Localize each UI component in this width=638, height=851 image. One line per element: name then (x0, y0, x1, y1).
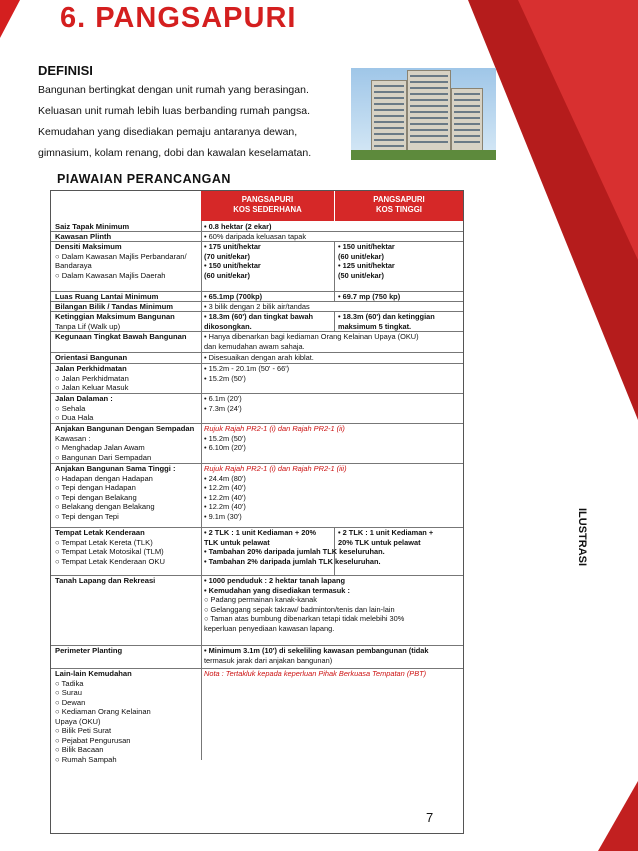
table-cell-c2 (204, 364, 460, 383)
table-cell-line: • Minimum 3.1m (10') di sekeliling kawasan pembangunan (tidak (204, 646, 429, 655)
table-cell-line: ○ Bilik Bacaan (55, 745, 104, 754)
table-cell-c2 (204, 312, 332, 331)
table-cell-c2 (204, 464, 460, 521)
table-cell-line: maksimum 5 tingkat. (338, 321, 412, 331)
table-cell-c2 (204, 242, 332, 280)
table-cell-line: ○ Hadapan dengan Hadapan (55, 473, 153, 483)
table-cell-c2 (204, 669, 460, 679)
table-cell-line: ○ Kediaman Orang Kelainan (55, 707, 151, 716)
table-cell-line: ○ Sehala (55, 403, 86, 413)
table-cell-line: Kawasan : (55, 433, 91, 443)
table-cell-line: ○ Padang permainan kanak-kanak (204, 595, 317, 604)
table-header-kos-sederhana (201, 191, 334, 221)
table-cell-line: Tanpa Lif (Walk up) (55, 321, 121, 331)
table-cell-line: Nota : Tertakluk kepada keperluan Pihak Berkuasa Tempatan (PBT) (204, 669, 427, 678)
definisi-line: gimnasium, kolam renang, dobi dan kawalan keselamatan. (38, 147, 312, 159)
table-cell-line: • Tambahan 20% daripada jumlah TLK keseluruhan. (204, 547, 385, 556)
table-cell-c2 (204, 528, 385, 566)
definisi-line: Kemudahan yang disediakan pemaju antaranya dewan, (38, 126, 298, 138)
table-cell-line: ○ Bilik Peti Surat (55, 726, 112, 735)
definisi-line: Keluasan unit rumah lebih luas berbanding rumah pangsa. (38, 105, 311, 117)
decor-triangle-bottom-right (598, 781, 638, 851)
table-cell-c1 (55, 394, 200, 423)
table-cell-line: • Hanya dibenarkan bagi kediaman Orang Kelainan Upaya (OKU) (204, 332, 419, 341)
table-cell-line: • 60% daripada keluasan tapak (204, 232, 307, 241)
table-cell-c2 (204, 353, 460, 363)
standards-table (50, 190, 464, 834)
table-cell-line: Anjakan Bangunan Dengan Sempadan (55, 424, 195, 433)
table-cell-line: ○ Dua Hala (55, 413, 94, 422)
table-cell-line: ○ Dalam Kawasan Majlis Daerah (55, 270, 166, 280)
table-cell-line: • 125 unit/hektar (338, 261, 395, 270)
table-cell-c2 (204, 576, 460, 633)
table-row (51, 645, 463, 669)
table-cell-line: • 2 TLK : 1 unit Kediaman + (338, 528, 434, 537)
table-cell-line: • 12.2m (40') (204, 502, 246, 511)
table-cell-line: termasuk jarak dari anjakan bangunan) (204, 655, 333, 665)
table-cell-line: • 15.2m (50') (204, 373, 246, 383)
table-row (51, 527, 463, 576)
table-cell-line: • 6.10m (20') (204, 443, 246, 452)
table-cell-line: • 18.3m (60') dan tingkat bawah (204, 312, 314, 321)
table-cell-line: ○ Dalam Kawasan Majlis Perbandaran/ (55, 251, 187, 261)
table-cell-line: • Kemudahan yang disediakan termasuk : (204, 585, 350, 595)
page-number: 7 (426, 810, 434, 825)
table-cell-line: • 7.3m (24') (204, 403, 242, 413)
table-cell-c2 (204, 332, 460, 351)
table-cell-line: Ketinggian Maksimum Bangunan (55, 312, 175, 321)
table-cell-line: Tanah Lapang dan Rekreasi (55, 576, 156, 585)
table-row (51, 423, 463, 464)
table-cell-line: • 2 TLK : 1 unit Kediaman + 20% (204, 528, 317, 537)
decor-triangle-top-left (0, 0, 20, 38)
table-cell-line: Tempat Letak Kenderaan (55, 528, 145, 537)
table-cell-c2 (204, 646, 460, 665)
table-cell-line: keperluan penyediaan kawasan lapang. (204, 623, 335, 633)
table-cell-line: Kegunaan Tingkat Bawah Bangunan (55, 332, 187, 341)
table-cell-line: ○ Tepi dengan Hadapan (55, 483, 136, 492)
table-cell-line: Jalan Dalaman : (55, 394, 113, 403)
table-cell-line: ○ Tadika (55, 678, 84, 688)
table-row (51, 311, 463, 332)
table-cell-line: ○ Gelanggang sepak takraw/ badminton/tenis dan lain-lain (204, 604, 395, 614)
definisi-heading: DEFINISI (38, 63, 93, 78)
apartment-building-photo (351, 68, 496, 160)
table-cell-line: (60 unit/ekar) (338, 251, 385, 261)
piawaian-heading: PIAWAIAN PERANCANGAN (57, 172, 231, 186)
table-cell-line: ○ Pejabat Pengurusan (55, 735, 131, 745)
table-cell-line: Jalan Perkhidmatan (55, 364, 127, 373)
table-cell-c1 (55, 353, 200, 363)
table-row (51, 363, 463, 394)
header-label: PANGSAPURI (373, 195, 425, 204)
table-cell-line: ○ Belakang dengan Belakang (55, 502, 155, 511)
table-row (51, 331, 463, 353)
table-cell-c3 (338, 312, 460, 331)
table-cell-line: Upaya (OKU) (55, 716, 101, 726)
header-label: PANGSAPURI (241, 195, 294, 204)
table-cell-line: ○ Tepi dengan Tepi (55, 511, 119, 521)
table-cell-line: • 150 unit/hektar (204, 261, 261, 270)
table-cell-line: • 12.2m (40') (204, 492, 246, 502)
table-cell-c1 (55, 464, 200, 521)
table-cell-line: • 24.4m (80') (204, 473, 246, 483)
table-cell-c1 (55, 576, 200, 586)
table-cell-line: Perimeter Planting (55, 646, 123, 655)
table-cell-line: • 15.2m - 20.1m (50' - 66') (204, 364, 290, 373)
table-cell-line: Saiz Tapak Minimum (55, 222, 130, 231)
decor-triangle-top-right-light (518, 0, 638, 260)
ilustrasi-text: ILUSTRASI (576, 508, 588, 567)
table-cell-line: ○ Tempat Letak Kereta (TLK) (55, 537, 153, 547)
table-cell-line: • 9.1m (30') (204, 511, 242, 521)
table-cell-line: ○ Tepi dengan Belakang (55, 492, 137, 502)
table-cell-line: ○ Bangunan Dari Sempadan (55, 452, 152, 462)
table-cell-c1 (55, 312, 200, 331)
table-cell-line: • 1000 penduduk : 2 hektar tanah lapang (204, 576, 345, 585)
table-cell-line: Rujuk Rajah PR2-1 (i) dan Rajah PR2-1 (iii) (204, 464, 347, 473)
table-cell-line: • 69.7 mp (750 kp) (338, 292, 401, 301)
table-cell-line: • 0.8 hektar (2 ekar) (204, 222, 272, 231)
table-cell-c1 (55, 424, 200, 462)
header-label: KOS SEDERHANA (233, 205, 302, 214)
table-cell-line: 20% TLK untuk pelawat (338, 537, 421, 547)
table-cell-line: ○ Jalan Perkhidmatan (55, 373, 129, 383)
table-cell-line: Orientasi Bangunan (55, 353, 128, 362)
table-cell-c1 (55, 332, 200, 342)
table-cell-line: dan kemudahan awam sahaja. (204, 341, 305, 351)
table-cell-line: • Disesuaikan dengan arah kiblat. (204, 353, 314, 362)
table-cell-c3 (338, 242, 460, 280)
table-cell-line: • 12.2m (40') (204, 483, 246, 492)
table-row (51, 668, 463, 764)
table-row (51, 575, 463, 646)
table-cell-line: ○ Dewan (55, 697, 86, 707)
table-cell-line: • 18.3m (60') dan ketinggian (338, 312, 435, 321)
table-cell-c1 (55, 364, 200, 393)
table-cell-line: Bilangan Bilik / Tandas Minimum (55, 302, 173, 311)
table-cell-line: Bandaraya (55, 261, 92, 270)
table-cell-line: Rujuk Rajah PR2-1 (i) dan Rajah PR2-1 (ii) (204, 424, 345, 433)
definisi-paragraph (38, 80, 340, 164)
table-cell-line: TLK untuk pelawat (204, 537, 270, 547)
table-cell-line: Densiti Maksimum (55, 242, 122, 251)
table-cell-line: Lain-lain Kemudahan (55, 669, 132, 678)
table-cell-line: ○ Surau (55, 688, 82, 697)
table-cell-line: • 150 unit/hektar (338, 242, 395, 251)
table-cell-line: (60 unit/ekar) (204, 270, 251, 280)
ilustrasi-side-label (574, 508, 590, 578)
table-row (51, 393, 463, 424)
table-cell-line: ○ Menghadap Jalan Awam (55, 443, 145, 452)
table-cell-line: • 3 bilik dengan 2 bilik air/tandas (204, 302, 310, 311)
table-cell-line: (70 unit/ekar) (204, 251, 251, 261)
table-cell-c2 (204, 424, 460, 453)
table-cell-c3 (338, 528, 460, 547)
table-cell-line: • Tambahan 2% daripada jumlah TLK keseluruhan. (204, 556, 381, 566)
table-cell-line: ○ Taman atas bumbung dibenarkan tetapi tidak melebihi 30% (204, 614, 405, 623)
table-cell-line: • 175 unit/hektar (204, 242, 261, 251)
table-cell-line: Anjakan Bangunan Sama Tinggi : (55, 464, 176, 473)
table-cell-c1 (55, 669, 200, 764)
table-cell-line: • 6.1m (20') (204, 394, 242, 403)
table-cell-c1 (55, 646, 200, 656)
table-cell-line: Kawasan Plinth (55, 232, 112, 241)
table-row (51, 463, 463, 528)
table-cell-line: (50 unit/ekar) (338, 270, 385, 280)
table-cell-c2 (204, 394, 460, 413)
page-title: 6. PANGSAPURI (60, 2, 297, 34)
table-row (51, 241, 463, 292)
table-header-kos-tinggi (335, 191, 463, 221)
table-cell-line: ○ Rumah Sampah (55, 754, 117, 764)
table-cell-line: ○ Tempat Letak Motosikal (TLM) (55, 547, 164, 556)
table-cell-line: • 65.1mp (700kp) (204, 292, 263, 301)
definisi-line: Bangunan bertingkat dengan unit rumah yang berasingan. (38, 84, 309, 96)
table-cell-line: ○ Tempat Letak Kenderaan OKU (55, 556, 165, 566)
table-cell-line: • 15.2m (50') (204, 433, 246, 443)
table-cell-line: dikosongkan. (204, 321, 252, 331)
table-cell-c1 (55, 242, 200, 280)
table-cell-line: Luas Ruang Lantai Minimum (55, 292, 159, 301)
table-cell-c1 (55, 528, 200, 566)
header-label: KOS TINGGI (376, 205, 422, 214)
table-cell-line: ○ Jalan Keluar Masuk (55, 383, 129, 392)
